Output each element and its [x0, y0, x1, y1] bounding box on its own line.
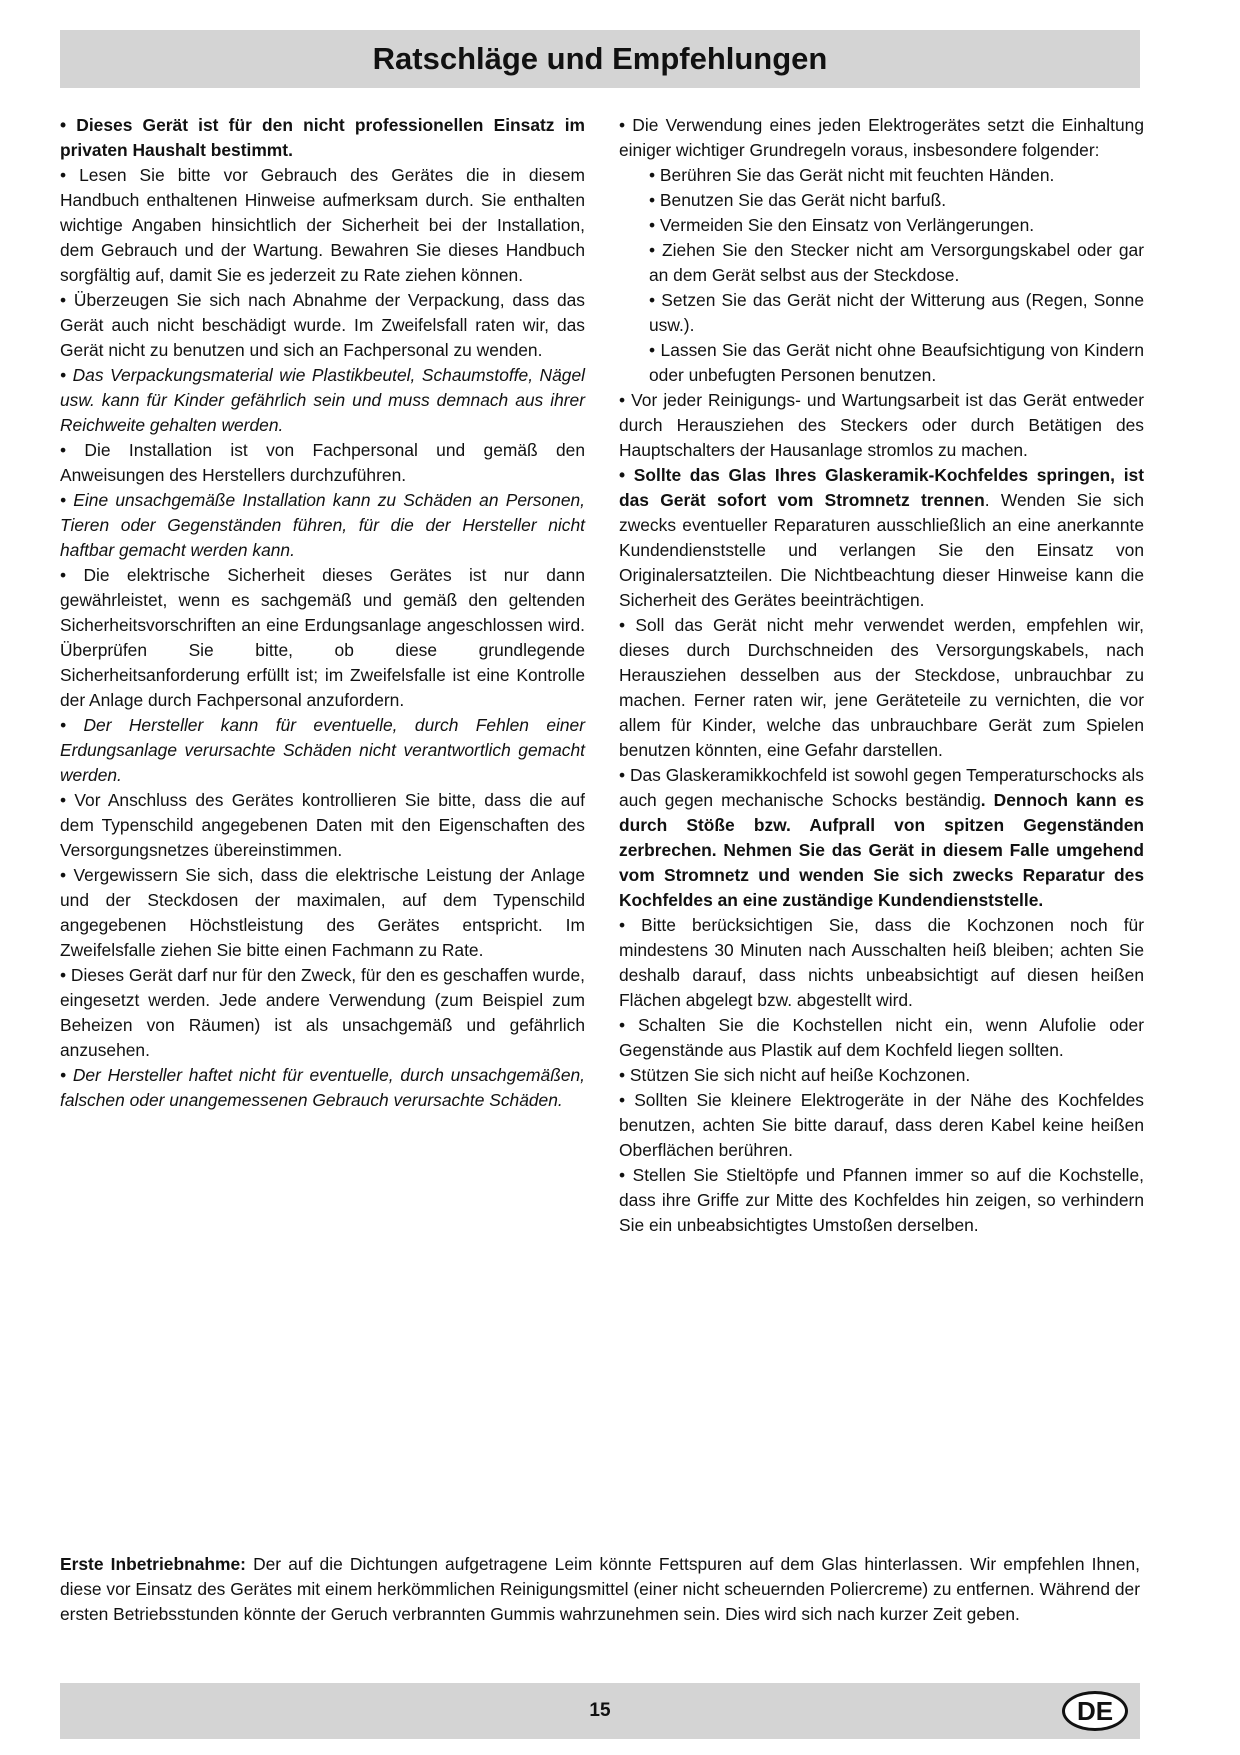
- sub-item: • Lassen Sie das Gerät nicht ohne Beaufsichtigung von Kindern oder unbefugten Personen benutzen.: [649, 340, 1144, 385]
- sub-item: • Berühren Sie das Gerät nicht mit feuchten Händen.: [649, 165, 1055, 185]
- page-number: 15: [589, 1700, 611, 1721]
- paragraph: • Überzeugen Sie sich nach Abnahme der Verpackung, dass das Gerät auch nicht beschädigt wurde. Im Zweifelsfall raten wir, das Gerät nicht zu benutzen und sich an Fachpersonal zu wenden.: [60, 290, 585, 360]
- paragraph: • Die Installation ist von Fachpersonal und gemäß den Anweisungen des Herstellers durchzuführen.: [60, 440, 585, 485]
- paragraph: • Die elektrische Sicherheit dieses Gerätes ist nur dann gewährleistet, wenn es sachgemäß und gemäß den geltenden Sicherheitsvorschriften an eine Erdungsanlage angeschlossen wird. Überprüfen Sie bitte, ob diese grundlegende Sicherheitsanforderung erfüllt ist; im Zweifelsfalle ist eine Kontrolle der Anlage durch Fachpersonal anzufordern.: [60, 565, 585, 710]
- note-text: Der auf die Dichtungen aufgetragene Leim könnte Fettspuren auf dem Glas hinterlassen. Wir empfehlen Ihnen, diese vor Einsatz des Gerätes mit einem herkömmlichen Reinigungsmittel (einer nicht scheuernden Poliercreme) zu entfernen. Während der ersten Betriebsstunden könnte der Geruch verbrannten Gummis wahrzunehmen sein. Dies wird sich nach kurzer Zeit geben.: [60, 1554, 1140, 1624]
- right-column: [619, 113, 1144, 1238]
- paragraph: [619, 763, 1144, 913]
- paragraph: • Vergewissern Sie sich, dass die elektrische Leistung der Anlage und der Steckdosen der maximalen, auf dem Typenschild angegebenen Höchstleistung des Gerätes entspricht. Im Zweifelsfalle ziehen Sie bitte einen Fachmann zu Rate.: [60, 865, 585, 960]
- first-use-note: [60, 1552, 1140, 1627]
- paragraph: • Dieses Gerät darf nur für den Zweck, für den es geschaffen wurde, eingesetzt werden. Jede andere Verwendung (zum Beispiel zum Beheizen von Räumen) ist als unsachgemäß und gefährlich anzusehen.: [60, 965, 585, 1060]
- sub-item: • Vermeiden Sie den Einsatz von Verlängerungen.: [649, 215, 1035, 235]
- paragraph: • Dieses Gerät ist für den nicht professionellen Einsatz im privaten Haushalt bestimmt.: [60, 115, 585, 160]
- paragraph: • Vor Anschluss des Gerätes kontrollieren Sie bitte, dass die auf dem Typenschild angegebenen Daten mit den Eigenschaften des Versorgungsnetzes übereinstimmen.: [60, 790, 585, 860]
- page-title: Ratschläge und Empfehlungen: [372, 41, 828, 76]
- language-badge: DE: [1062, 1691, 1128, 1731]
- sub-item: • Benutzen Sie das Gerät nicht barfuß.: [649, 190, 947, 210]
- left-column: [60, 113, 585, 1113]
- page-header: [60, 30, 1140, 88]
- bold-text: . Dennoch kann es durch Stöße bzw. Aufprall von spitzen Gegenständen zerbrechen. Nehmen Sie das Gerät in diesem Falle umgehend vom Stromnetz und wenden Sie sich zwecks Reparatur des Kochfeldes an eine zuständige Kundendienststelle.: [619, 790, 1145, 910]
- text: • Das Glaskeramikkochfeld ist sowohl gegen Temperaturschocks als auch gegen mechanische Schocks beständig: [619, 765, 1144, 810]
- paragraph: • Das Verpackungsmaterial wie Plastikbeutel, Schaumstoffe, Nägel usw. kann für Kinder gefährlich sein und muss demnach aus ihrer Reichweite gehalten werden.: [60, 365, 585, 435]
- paragraph: • Die Verwendung eines jeden Elektrogerätes setzt die Einhaltung einiger wichtiger Grundregeln voraus, insbesondere folgender:: [619, 115, 1144, 160]
- paragraph: • Schalten Sie die Kochstellen nicht ein, wenn Alufolie oder Gegenstände aus Plastik auf dem Kochfeld liegen sollten.: [619, 1015, 1144, 1060]
- note-label: Erste Inbetriebnahme:: [60, 1554, 246, 1574]
- paragraph: • Lesen Sie bitte vor Gebrauch des Gerätes die in diesem Handbuch enthaltenen Hinweise aufmerksam durch. Sie enthalten wichtige Angaben hinsichtlich der Sicherheit bei der Installation, dem Gebrauch und der Wartung. Bewahren Sie dieses Handbuch sorgfältig auf, damit Sie es jederzeit zu Rate ziehen können.: [60, 165, 585, 285]
- bold-text: • Sollte das Glas Ihres Glaskeramik-Kochfeldes springen, ist das Gerät sofort vom Stromnetz trennen: [619, 465, 1144, 510]
- paragraph: • Stützen Sie sich nicht auf heiße Kochzonen.: [619, 1065, 971, 1085]
- page-footer: [60, 1683, 1140, 1739]
- text: . Wenden Sie sich zwecks eventueller Reparaturen ausschließlich an eine anerkannte Kundendienststelle und verlangen Sie den Einsatz von Originalersatzteilen. Die Nichtbeachtung dieser Hinweise kann die Sicherheit des Gerätes beeinträchtigen.: [619, 490, 1144, 610]
- paragraph: • Sollten Sie kleinere Elektrogeräte in der Nähe des Kochfeldes benutzen, achten Sie bitte darauf, dass deren Kabel keine heißen Oberflächen berühren.: [619, 1090, 1144, 1160]
- paragraph: [619, 463, 1144, 613]
- sub-item: • Ziehen Sie den Stecker nicht am Versorgungskabel oder gar an dem Gerät selbst aus der Steckdose.: [649, 240, 1144, 285]
- paragraph: • Vor jeder Reinigungs- und Wartungsarbeit ist das Gerät entweder durch Herausziehen des Steckers oder durch Betätigen des Hauptschalters der Hausanlage stromlos zu machen.: [619, 390, 1144, 460]
- paragraph: • Soll das Gerät nicht mehr verwendet werden, empfehlen wir, dieses durch Durchschneiden des Versorgungskabels, nach Herausziehen desselben aus der Steckdose, unbrauchbar zu machen. Ferner raten wir, jene Geräteteile zu vernichten, die vor allem für Kinder, welche das unbrauchbare Gerät zum Spielen benutzen könnten, eine Gefahr darstellen.: [619, 615, 1144, 760]
- paragraph: • Bitte berücksichtigen Sie, dass die Kochzonen noch für mindestens 30 Minuten nach Ausschalten heiß bleiben; achten Sie deshalb darauf, dass nichts unbeabsichtigt auf diesen heißen Flächen abgelegt bzw. abgestellt wird.: [619, 915, 1144, 1010]
- sub-item: • Setzen Sie das Gerät nicht der Witterung aus (Regen, Sonne usw.).: [649, 290, 1144, 335]
- paragraph: • Stellen Sie Stieltöpfe und Pfannen immer so auf die Kochstelle, dass ihre Griffe zur Mitte des Kochfeldes hin zeigen, so verhindern Sie ein unbeabsichtigtes Umstoßen derselben.: [619, 1165, 1144, 1235]
- paragraph: • Eine unsachgemäße Installation kann zu Schäden an Personen, Tieren oder Gegenständen führen, für die der Hersteller nicht haftbar gemacht werden kann.: [60, 490, 585, 560]
- paragraph: • Der Hersteller haftet nicht für eventuelle, durch unsachgemäßen, falschen oder unangemessenen Gebrauch verursachte Schäden.: [60, 1065, 585, 1110]
- paragraph: • Der Hersteller kann für eventuelle, durch Fehlen einer Erdungsanlage verursachte Schäden nicht verantwortlich gemacht werden.: [60, 715, 585, 785]
